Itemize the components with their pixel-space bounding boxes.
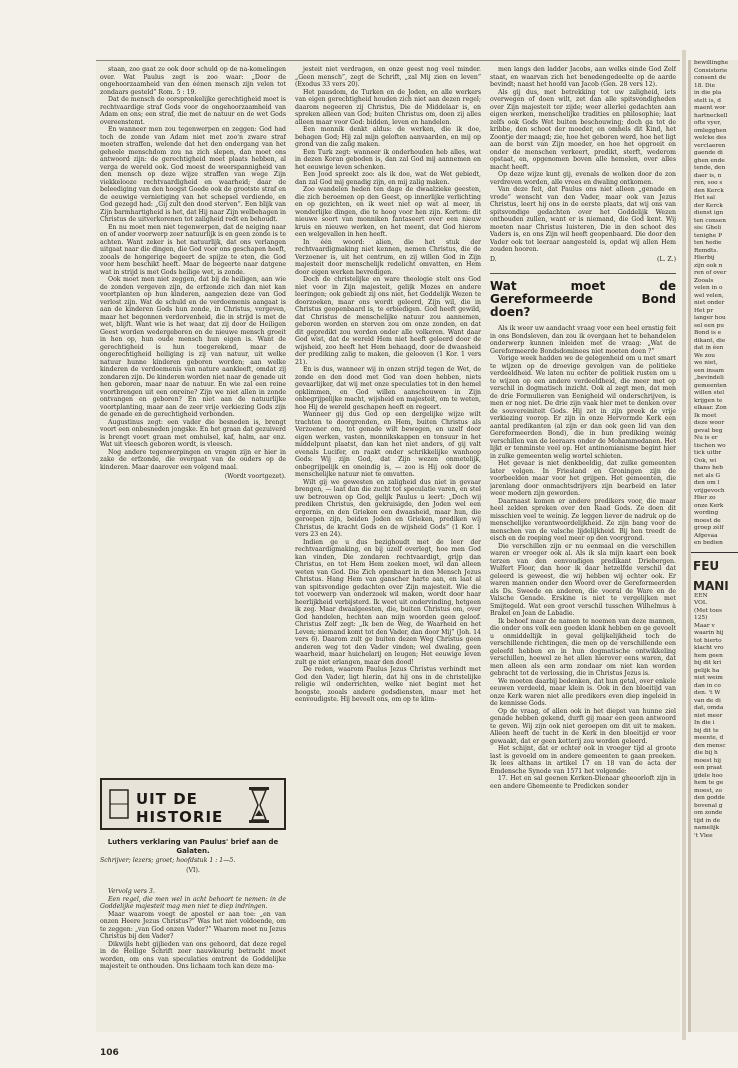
adjacent-line: consent de: [694, 75, 726, 81]
paragraph: En wanneer men zou tegenwerpen en zeggen: God had toch de zonde van Adam niet met zoo'n zware straf moeten straffen, welende dat het den ondergang van het geheele menschdom zou na zich slepen, dan moet ons antwoord zijn: de gerechtigheid moet plaats hebben, al verga de wereld ook. God moest de weerspannigheid van den mensch op deze wijze straffen van wege Zijn viekkelooze rechtvaardigheid en waarheid; daar de beleediging van den hoogst Goede ook de grootste straf en de eeuwige vernietiging van het schepsel verdiende, en God gezegd had: „Gij zult den dood sterven”. Een blijk van Zijn barmhartigheid is het, dat Hij naar Zijn welbehagen in Christus de uitverkorenen tot zaligheid redt en behoudt.: [100, 126, 286, 223]
adjacent-line: moest de: [694, 517, 721, 524]
adjacent-line: sel een pu: [694, 322, 724, 329]
adjacent-line: tot hierto: [694, 637, 722, 644]
adjacent-line: Remdts.: [694, 247, 719, 254]
paragraph: Ook moet men niet zeggen, dat bij de heiligen, aan wie de zonden vergeven zijn, de erfzonde zich dan niet kan voortplanten op hun kinderen, aangezien deze van God verlost zijn. Wat de schuld en de verdoemenis aangaat is aan de kinderen Gods hun zonde, in Christus, vergeven, maar het begonnen verdorvenheid, die in strijd is met de wet, blijft. Want wie is het waar, dat zij door de Heiligen Geest worden wedergeboren en de nieuwe mensch groeit in hen op, hun oude mensch hun eigen is. Want de gerechtigheid is hun toegerekend, maar de ongerechtigheid heiliging is zij van natuur, uit welke natuur hunne kinderen geboren worden; aan welke kinderen de verdoemenis van nature aankleeft, omdat zij zondaren zijn. De kinderen worden niet naar de genade uit hen geboren, maar naar de natuur. En wie zal een reine voortbrengen uit een onreine? Zijn we niet allen in zonde ontvangen en geboren? En niet aan de natuurlijke voortplanting, maar aan de zeer vrije verkiezing Gods zijn de genade en de gerechtigheid verbonden.: [100, 276, 286, 418]
adjacent-line: 125): [694, 615, 708, 621]
adjacent-text-lines-2: [691, 593, 738, 841]
adjacent-line: Hierbij: [694, 255, 715, 261]
adjacent-line: Bond is e: [694, 330, 722, 336]
column-3: [490, 66, 676, 1018]
adjacent-line: Ook, wi: [694, 457, 717, 464]
paragraph: staan, zoo gaat ze ook door schuld op de na-komelingen over. Wat Paulus zegt is zoo waar: „Door de ongehoorzaamheid van den éénen mensch zijn velen tot zondaars gesteld” Rom. 5 : 19.: [100, 66, 286, 96]
adjacent-line: moest, zo: [694, 787, 722, 794]
adjacent-line: We zou: [694, 352, 716, 359]
adjacent-line: waarin hij: [694, 630, 724, 636]
continued-note: [100, 473, 286, 481]
adjacent-line: tischen wo: [694, 442, 726, 449]
adjacent-line: moest hij: [694, 757, 721, 764]
paragraph: Dikwijls hebt gijlieden van ons gehoord, dat deze regel in de Heilige Schrift zeer nauwkeurig betracht moet worden, om ons van speculaties omtrent de Goddelijke majesteit te onthouden. Ons lichaam toch kan deze ma-: [100, 940, 286, 970]
hourglass-icon: [248, 786, 270, 824]
adjacent-line: gelijk ha: [694, 667, 720, 674]
adjacent-line: ten hedie: [694, 240, 722, 246]
adjacent-line: namelijk: [694, 825, 720, 831]
adjacent-line: meente, d: [694, 735, 724, 741]
adjacent-line: dikant, die: [694, 337, 726, 344]
paragraph: We moeten daarbij bedenken, dat hun getal, over enkele eeuwen verdeeld, maar klein is. Ook in den bloeitijd van onze Kerk waren niet alle predikers even diep ingeleid in de kennisse Gods.: [490, 677, 676, 707]
adjacent-line: daer is, n: [694, 172, 722, 179]
paragraph: Vorige week hadden we de gelegenheid om u met smart te wijzen op de droevige gevolgen van de politieke verdeeldheid. We laten nu echter de politiek rusten om u te wijzen op een andere verdeeldheid, die meer met op verschil in dogmatisch inzicht. Ook al zegt men, dat men de drie Formulieren van Eenigheid wil onderschrijven, is men er nog niet. De drie zijn vaak hier met te denken over de souvereiniteit Gods. Hij zet in zijn preek de vrije verkiezing voorop. Er zijn in onze Hervormde Kerk een aantal predikanten (al zijn er dan ook geen lid van den Gereformeerden Bond), die in hun prediking weinig verschillen van de leeraars onder de Mohammedanen. Het lijkt er tenminste veel op. Het antinomianisme begint hier in zulke gemeenten welig wortel schieten.: [490, 355, 676, 460]
adjacent-line: 18. Die: [694, 82, 715, 89]
adjacent-line: den godde: [694, 795, 725, 801]
adjacent-line: in die pla: [694, 90, 722, 96]
paragraph: Een Jood spreekt zoo: als ik doe, wat de Wet gebiedt, dan zal God mij genadig zijn, en mij zalig maken.: [295, 171, 481, 186]
adjacent-line: wel velen,: [694, 292, 724, 299]
history-body: [100, 888, 286, 1044]
adjacent-line: om zonde: [694, 810, 723, 816]
adjacent-line: „bevindeli: [694, 375, 724, 381]
adjacent-line: tick uitbr: [694, 450, 722, 456]
article-signature: [490, 256, 676, 264]
adjacent-line: klacht vro: [694, 645, 724, 651]
paragraph: Het pausdom, de Turken en de Joden, en alle werkers van eigen gerechtigheid houden zich niet aan dezen regel; daarom negeeren zij Christus, Die de Middelaar is, en spreken alleen van God; buiten Christus om, doen zij alles alleen maar voor God: bidden, leven en handelen.: [295, 88, 481, 126]
adjacent-line: velen in o: [694, 285, 723, 291]
ornament-icon: [108, 788, 130, 820]
page-number: 106: [100, 1048, 119, 1058]
adjacent-line: ofte vyer,: [694, 120, 722, 126]
adjacent-line: deze woor: [694, 420, 725, 426]
adjacent-line: bewillinghe: [694, 60, 729, 66]
adjacent-line: EEN: [694, 592, 708, 599]
paragraph: En is dus, wanneer wij in onzen strijd tegen de Wet, de zonde en den dood met God van doen hebben, niets gevaarlijker, dat wij met onze speculaties tot in den hemel opklimmen, en God willen aanschouwen in Zijn onbegrijpelijke macht, wijsheid en majesteit, om te weten, hoe Hij de wereld geschapen heeft en regeert.: [295, 366, 481, 411]
adjacent-page-strip: [688, 60, 738, 1032]
adjacent-line: en bedien: [694, 540, 723, 546]
paragraph: Wanneer gij dus God op een dergelijke wijze wilt trachten te doorgronden, en Hem, buiten Christus als Verzoener om, tot genade wilt bewegen, en uzelf door eigen werken, vasten, monnikskappen en tonsuur in het middelpunt plaatst, dan kan het niet anders, of gij valt evenals Lucifer, en raakt onder schrikkelijke wanhoop Gods: Wij zijn God, dat Zijn wezen onmetelijk, onbegrijpelijk en oneindig is, — zoo is Hij ook door de menschelijke natuur niet te omvatten.: [295, 411, 481, 478]
adjacent-line: In die i: [694, 720, 715, 726]
adjacent-line: Maar v: [694, 622, 715, 629]
history-heading: Luthers verklaring van Paulus' brief aan de Galaten.: [107, 838, 279, 855]
adjacent-line: groep zélf: [694, 525, 724, 531]
verse-label: Vervolg vers 3.: [108, 888, 155, 895]
paragraph: jesteit niet verdragen, en onze geest nog veel minder. „Geen mensch”, zegt de Schrift, „zal Mij zien en leven” (Exodus 33 vers 20).: [295, 66, 481, 88]
adjacent-heading-2: MANI: [693, 578, 729, 593]
adjacent-line: hem te ge: [694, 780, 724, 786]
adjacent-line: den om l: [694, 480, 720, 486]
adjacent-line: 't Vlee: [694, 832, 713, 839]
adjacent-line: sis: Gheli: [694, 225, 722, 231]
adjacent-line: stelt is, d: [694, 97, 721, 104]
adjacent-line: dan in co: [694, 682, 721, 689]
adjacent-line: dat, omda: [694, 705, 724, 711]
signature-left: D.: [490, 255, 497, 263]
paragraph: Het gevaar is niet denkbeeldig, dat zulke gemeenten later volgen. In Friesland en Groningen zijn de voorbeelden maar voor het grijpen. Het gemeenten, die jarenlang door onmachtsdrijvers zijn bearbeid en later weer modern zijn geworden.: [490, 460, 676, 497]
adjacent-text-lines: [691, 60, 738, 548]
adjacent-line: gaende di: [694, 150, 723, 156]
adjacent-line: den Kerck: [694, 187, 724, 194]
paragraph: 17. Het en sal geenen Kerken-Dienaar gheoorloft zijn in een andere Ghemeente te Predicken sonder: [490, 775, 676, 790]
paragraph: Doch de christelijke en ware theologie stelt ons God niet voor in Zijn majesteit, gelijk Mozes en andere leeringen; ook gebiedt zij ons niet, het Goddelijk Wezen te doorzoeken, maar ons wordt geleerd, Zijn wil, die in Christus geopenbaard is, te erbiedigen. God heeft gewild, dat Christus de menschelijke natuur zou aannemen, geboren worden en sterven zou om onze zonden, en dat dit gepredikt zou worden onder alle volkeren. Want daar God wist, dat de wereld Hem niet heeft geleerd door de wijsheid, zoo heeft het Hem behaagd, door de dwaasheid der prediking zalig te maken, die gelooven (1 Kor. 1 vers 21).: [295, 276, 481, 366]
adjacent-line: ren, soo s: [694, 180, 723, 186]
adjacent-line: den. 't W: [694, 690, 721, 696]
adjacent-line: ren of over: [694, 270, 727, 276]
paragraph: Die verschillen zijn er nu eenmaal en die verschillen waren er vroeger ook al. Als ik sla mijn kaart een boek terzen van den eenvoudigen predikant Driebergen. Wulfert Floor, dan hoor ik daar hetzelfde verschil dat geleerd is geweest, die wij hebben wij echter ook. Er waren mannen onder den Woord over de Gereformeerden als Ds. Sweede en anderen, die vooral de Ware en de Valsche Genade. Erskine is niet te vergelijken met Smijtegeld. Wat een groot verschil tusschen Wilhelmus à Brakel en Jean de Labadie.: [490, 542, 676, 617]
adjacent-line: Zooals: [694, 277, 714, 284]
history-section: (VI).: [186, 866, 200, 874]
adjacent-line: ten consen: [694, 217, 726, 224]
paragraph: Op de vraag, of allen ook in het diepst van hunne ziel genade hebben gekend, durft gij maar een geen antwoord te geven. Wij zijn ook niet geroepen om dit uit te maken. Alleen heeft de tucht in de Kerk in den bloeitijd er voor gewaakt, dat er geen ketterij zou worden geleerd.: [490, 707, 676, 745]
adjacent-line: een insam: [694, 367, 724, 374]
paragraph: Indien ge u dus bezighoudt met de leer der rechtvaardigmaking, en bij uzelf overlegt, hoe men God kan vinden, Die zondaren rechtvaardigt, grijp dan Christus, en tot Hem Hem zoeken moet, wil dan alleen weten van God. Die Zich openbaart in den Mensch Jezus Christus. Hang Hem van ganscher harte aan, en laat al van spitsvondige gedachten over Zijn majesteit. Wie die tot voorwerp van onderzoek wil maken, wordt door haar heerlijkheid verbijsterd. Ik weet uit ondervinding, hetgeen ik zeg. Maar dwaalgeesten, die, buiten Christus om, over God handelen, hechten aan mijn woorden geen geloof. Christus Zelf zegt: „Ik ben de Weg, de Waarheid en het Leven; niemand komt tot den Vader, dan door Mij” (Joh. 14 vers 6). Daarom zult ge buiten dezen Weg Christus geen anderen weg tot den Vader vinden; wel dwaling, geen waarheid, maar huichelarij en leugen; Het eeuwige leven zult ge niet erlangen, maar den dood!: [295, 538, 481, 666]
adjacent-line: niet weim: [694, 675, 723, 681]
paragraph: Augustinus zegt: een vader die besneden is, brengt voort een onbesneden jongske. En het graan dat gezuiverd is brengt voort graan met omhulsel, kaf, halm, aar enz. Wat uit vleesch geboren wordt, is vleesch.: [100, 418, 286, 448]
paragraph: Als ik weer uw aandacht vraag voor een heel ernstig feit in ons Bondsleven, dan zou ik overgaan het te behandelen onderwerp kunnen inleiden met de vraag: „Wat de Gereformeerde Bondsdominees niet moeten doen ?”: [490, 325, 676, 355]
adjacent-line: Het pr: [694, 307, 714, 314]
continued-text: (Wordt voortgezet).: [224, 473, 286, 480]
paragraph: Van deze feit, dat Paulus ons niet alleen „genade en vrede” wenscht van den Vader, maar ook van Jezus Christus, leert hij ons in de eerste plaats, dat wij ons van spitsvondige gedachten over het Goddelijk Wezen onthouden zullen, want er is niemand, die God kent. Wij moeten naar Christus luisteren, Die in den schoot des Vaders is, en ons Zijn wil heeft geopenbaard. Die door den Vader ook tot leeraar aangesteld is, opdat wij allen Hem zouden hooren.: [490, 186, 676, 253]
adjacent-line: Afgevaa: [694, 532, 718, 539]
paragraph: Het schijnt, dat er echter ook in vroeger tijd al groote last is gevoeld om in andere gemeenten te gaan preeken. Ik lees althans in artikel 17 en 18 van de acta der Emdensche Synode van 1571 het volgende:: [490, 745, 676, 775]
adjacent-line: elkaar. Zon: [694, 405, 727, 411]
adjacent-line: willen stel: [694, 390, 725, 396]
adjacent-line: Consistorie: [694, 67, 728, 74]
paragraph: Nog andere tegenwerpingen en vragen zijn er hier in zake de erfzonde, die overgaat van de ouders op de kinderen. Maar daarover een volgend maal.: [100, 448, 286, 471]
adjacent-line: ghen ende: [694, 157, 725, 164]
page-binding: [682, 50, 686, 1040]
adjacent-line: een praat: [694, 765, 723, 771]
column-1: [100, 66, 286, 772]
paragraph: Dat de mensch de oorspronkelijke gerechtigheid moet is rechtvaardige straf Gods voor de ongehoorzaamheid van Adam en ons; een straf, die met de natuur en de wet Gods overeenstemt.: [100, 96, 286, 126]
adjacent-line: omlegghen: [694, 127, 727, 134]
adjacent-line: VOL: [694, 600, 707, 606]
adjacent-line: bij dit te: [694, 727, 719, 734]
adjacent-line: niet meer: [694, 712, 723, 719]
adjacent-line: onze Kerk: [694, 502, 724, 509]
adjacent-rule: [691, 552, 738, 553]
adjacent-line: hartneckell: [694, 112, 728, 119]
adjacent-line: maent wor: [694, 105, 726, 111]
history-subject: Schrijver; lezers; groet; hoofdstuk 1 : 1—5.: [100, 857, 236, 864]
adjacent-line: die bij h: [694, 750, 718, 756]
paragraph: Ik behoef maar de namen te noemen van deze mannen, die onder ons volk een goeden klank hebben en ge gevoelt u onmiddellijk in geval gelijkelijkheid toch de verschillende richtingen, die men op de verschillende een geleefd hebben en in hun dogmatische ontwikkeling verschillen, hoewel ze het allen hierover eens waren, dat men alleen als een arm zondaar om niet kan worden gebracht tot de verlossing, die in Christus Jezus is.: [490, 617, 676, 677]
adjacent-line: vrijgevoch: [694, 487, 725, 494]
history-banner: [100, 778, 286, 830]
history-intro: Een regel, die men wel in acht behoort te nemen: in de Goddelijke majesteit mag men niet te diep indringen.: [100, 895, 286, 910]
adjacent-line: verclaeren: [694, 142, 726, 149]
paragraph: In één woord: alien, die het stuk der rechtvaardigmaking niet kennen, nemen Christus, die de Verzoener is, uit het centrum, en zij willen God in Zijn majesteit door menschelijk redelicht omvatten, en Hem door eigen werken bevredigen.: [295, 238, 481, 276]
adjacent-line: zijn ook n: [694, 262, 723, 269]
paragraph: De reden, waarom Paulus Jezus Christus verbindt met God den Vader, ligt hierin, dat hij ons in de christelijke religie wil onderrichten, welke niet begint met het hoogste, zooals andere godsdiensten, maar met het eenvoudigste. Hij beveelt ons, om op te klim-: [295, 666, 481, 703]
adjacent-line: langer hou: [694, 315, 726, 321]
banner-title: UIT DE HISTORIE: [136, 790, 224, 826]
adjacent-line: bovenal g: [694, 802, 723, 809]
adjacent-line: ijdele hoo: [694, 772, 723, 779]
adjacent-line: gemeenten: [694, 382, 727, 389]
paragraph: Daarnaast komen er andere predikers voor, die maar heel zelden spreken over den Raad Gods. Ze doen dit misschien veel te weinig. Ze leggen liever de nadruk op de menschelijke verantwoordelijkheid. Ze zijn bang voor de menschen van de valsche lijdelijkheid. Bij hen treedt de eisch en de roeping veel meer op den voorgrond.: [490, 497, 676, 542]
adjacent-line: Nu is er: [694, 435, 718, 441]
top-rule: [96, 60, 680, 61]
paragraph: Een Turk zegt: wanneer ik onderhouden heb alles, wat in dezen Koran geboden is, dan zal God mij aannemen en het eeuwige leven schenken.: [295, 148, 481, 171]
newspaper-page: [96, 60, 680, 1058]
adjacent-heading-1: FEU: [693, 558, 720, 573]
adjacent-line: niet onder: [694, 300, 725, 306]
paragraph: Een monnik denkt aldus: de werken, die ik doe, behagen God; Hij zal mijn geloften aanvaarden, en mij op grond van die zalig maken.: [295, 126, 481, 148]
adjacent-line: (Met toes: [694, 607, 723, 614]
article-title: Wat moet de Gereformeerde Bond doen?: [490, 273, 676, 319]
adjacent-line: Ik moet: [694, 412, 717, 419]
adjacent-line: dat in éen: [694, 345, 724, 351]
column-2: [295, 66, 481, 1018]
adjacent-line: bij dit kri: [694, 660, 722, 666]
paragraph: Zoo wandelen heden ten dage de dwaalzieke geesten, die zich beroemen op den Geest, op innerlijke verlichting en op gezichten, en ik weet niet op wat al meer, in wonderlijke dingen, die te hoog voor hen zijn. Kortom: dit nieuwe soort van monniken fantaseert over een nieuw kruis en nieuwe werken, en het meent, dat God hierom een welgevallen in hen heeft.: [295, 186, 481, 238]
adjacent-line: tijd in de: [694, 817, 721, 824]
adjacent-line: tenighe P: [694, 232, 722, 239]
adjacent-line: Hier zo: [694, 495, 716, 501]
adjacent-line: hem geen: [694, 652, 723, 659]
signature-right: (L. Z.): [656, 255, 676, 263]
adjacent-line: van de di: [694, 697, 721, 704]
paragraph: Maar waarom voegt de apostel er aan toe: „en van onzen Heere Jezus Christus?” Was het niet voldoende, om te zeggen: „van God onzen Vader?” Waarom moet nu Jezus Christus bij den Vader?: [100, 910, 286, 940]
history-meta: [100, 857, 286, 876]
adjacent-line: thans heb: [694, 465, 723, 471]
adjacent-line: net als G: [694, 472, 721, 479]
adjacent-line: tende, den: [694, 165, 726, 171]
adjacent-line: krijgen te: [694, 397, 723, 404]
adjacent-line: der Kerck: [694, 202, 723, 209]
adjacent-line: welcke des: [694, 135, 727, 141]
paragraph: Op deze wijze kunt gij, evenals de wolken door de zon verdreven worden, alle vrees en dwaling ontkomen.: [490, 171, 676, 186]
adjacent-line: we niet,: [694, 360, 718, 366]
paragraph: Wilt gij we gewesten en zaligheid dus niet in gevaar brengen, — laat dan die zucht tot speculatie varen, en stel uw betrouwen op God, gelijk Paulus u leert: „Doch wij prediken Christus, den gekruisigde, den Joden wel een ergernis, en den Grieken een dwaasheid, maar hun, die geroepen zijn, beiden Joden en Grieken, prediken wij Christus, de kracht Gods en de wijsheid Gods” (1 Kor. 1 vers 23 en 24).: [295, 478, 481, 538]
paragraph: En nu moet men niet tegenwerpen, dat de neiging naar en of ander voorwerp zeer natuurlijk is en geen zonde is te achten. Want zeker is het natuurlijk, dat ons verlangen uitgaat naar die dingen, die God voor ons geschapen heeft, zooals de hongerige begeert de spijze te eten, die God voor hem beschikt heeft. Maar de begeerte naar datgene wat in strijd is met Gods heilige wet, is zonde.: [100, 223, 286, 276]
adjacent-line: Het sal: [694, 195, 715, 201]
adjacent-line: wording: [694, 510, 719, 516]
adjacent-line: geval beg: [694, 427, 723, 434]
paragraph: men langs den ladder Jacobs, aan welks einde God Zelf staat, en waarvan zich het benedengedeelte op de aarde bevindt; naast het hoofd van Jacob (Gen. 28 vers 12).: [490, 66, 676, 88]
paragraph: Als gij dus, met betrekking tot uw zaligheid, iets overwegen of doen wilt, zet dan alle spitsvondigheden over Zijn majesteit ter zijde; weer allerlei gedachten aan eigen werken, menschelijke tradities en philosophie; laat zelfs ook Gods Wet buiten beschouwing; doch ga tot de kribbe, den schoot der moeder, en omhels dit Kind, het Zoontje der maagd; zie, hoe het geboren werd, hoe het ligt aan de borst van Zijn moeder, en hoe het opgroeit en onder de menschen verkeert, predikt, sterft, wederom opstaat, en, opgenomen boven alle hemelen, over alles macht heeft.: [490, 88, 676, 171]
adjacent-line: dienst ign: [694, 210, 724, 216]
adjacent-line: den mensc: [694, 742, 726, 749]
